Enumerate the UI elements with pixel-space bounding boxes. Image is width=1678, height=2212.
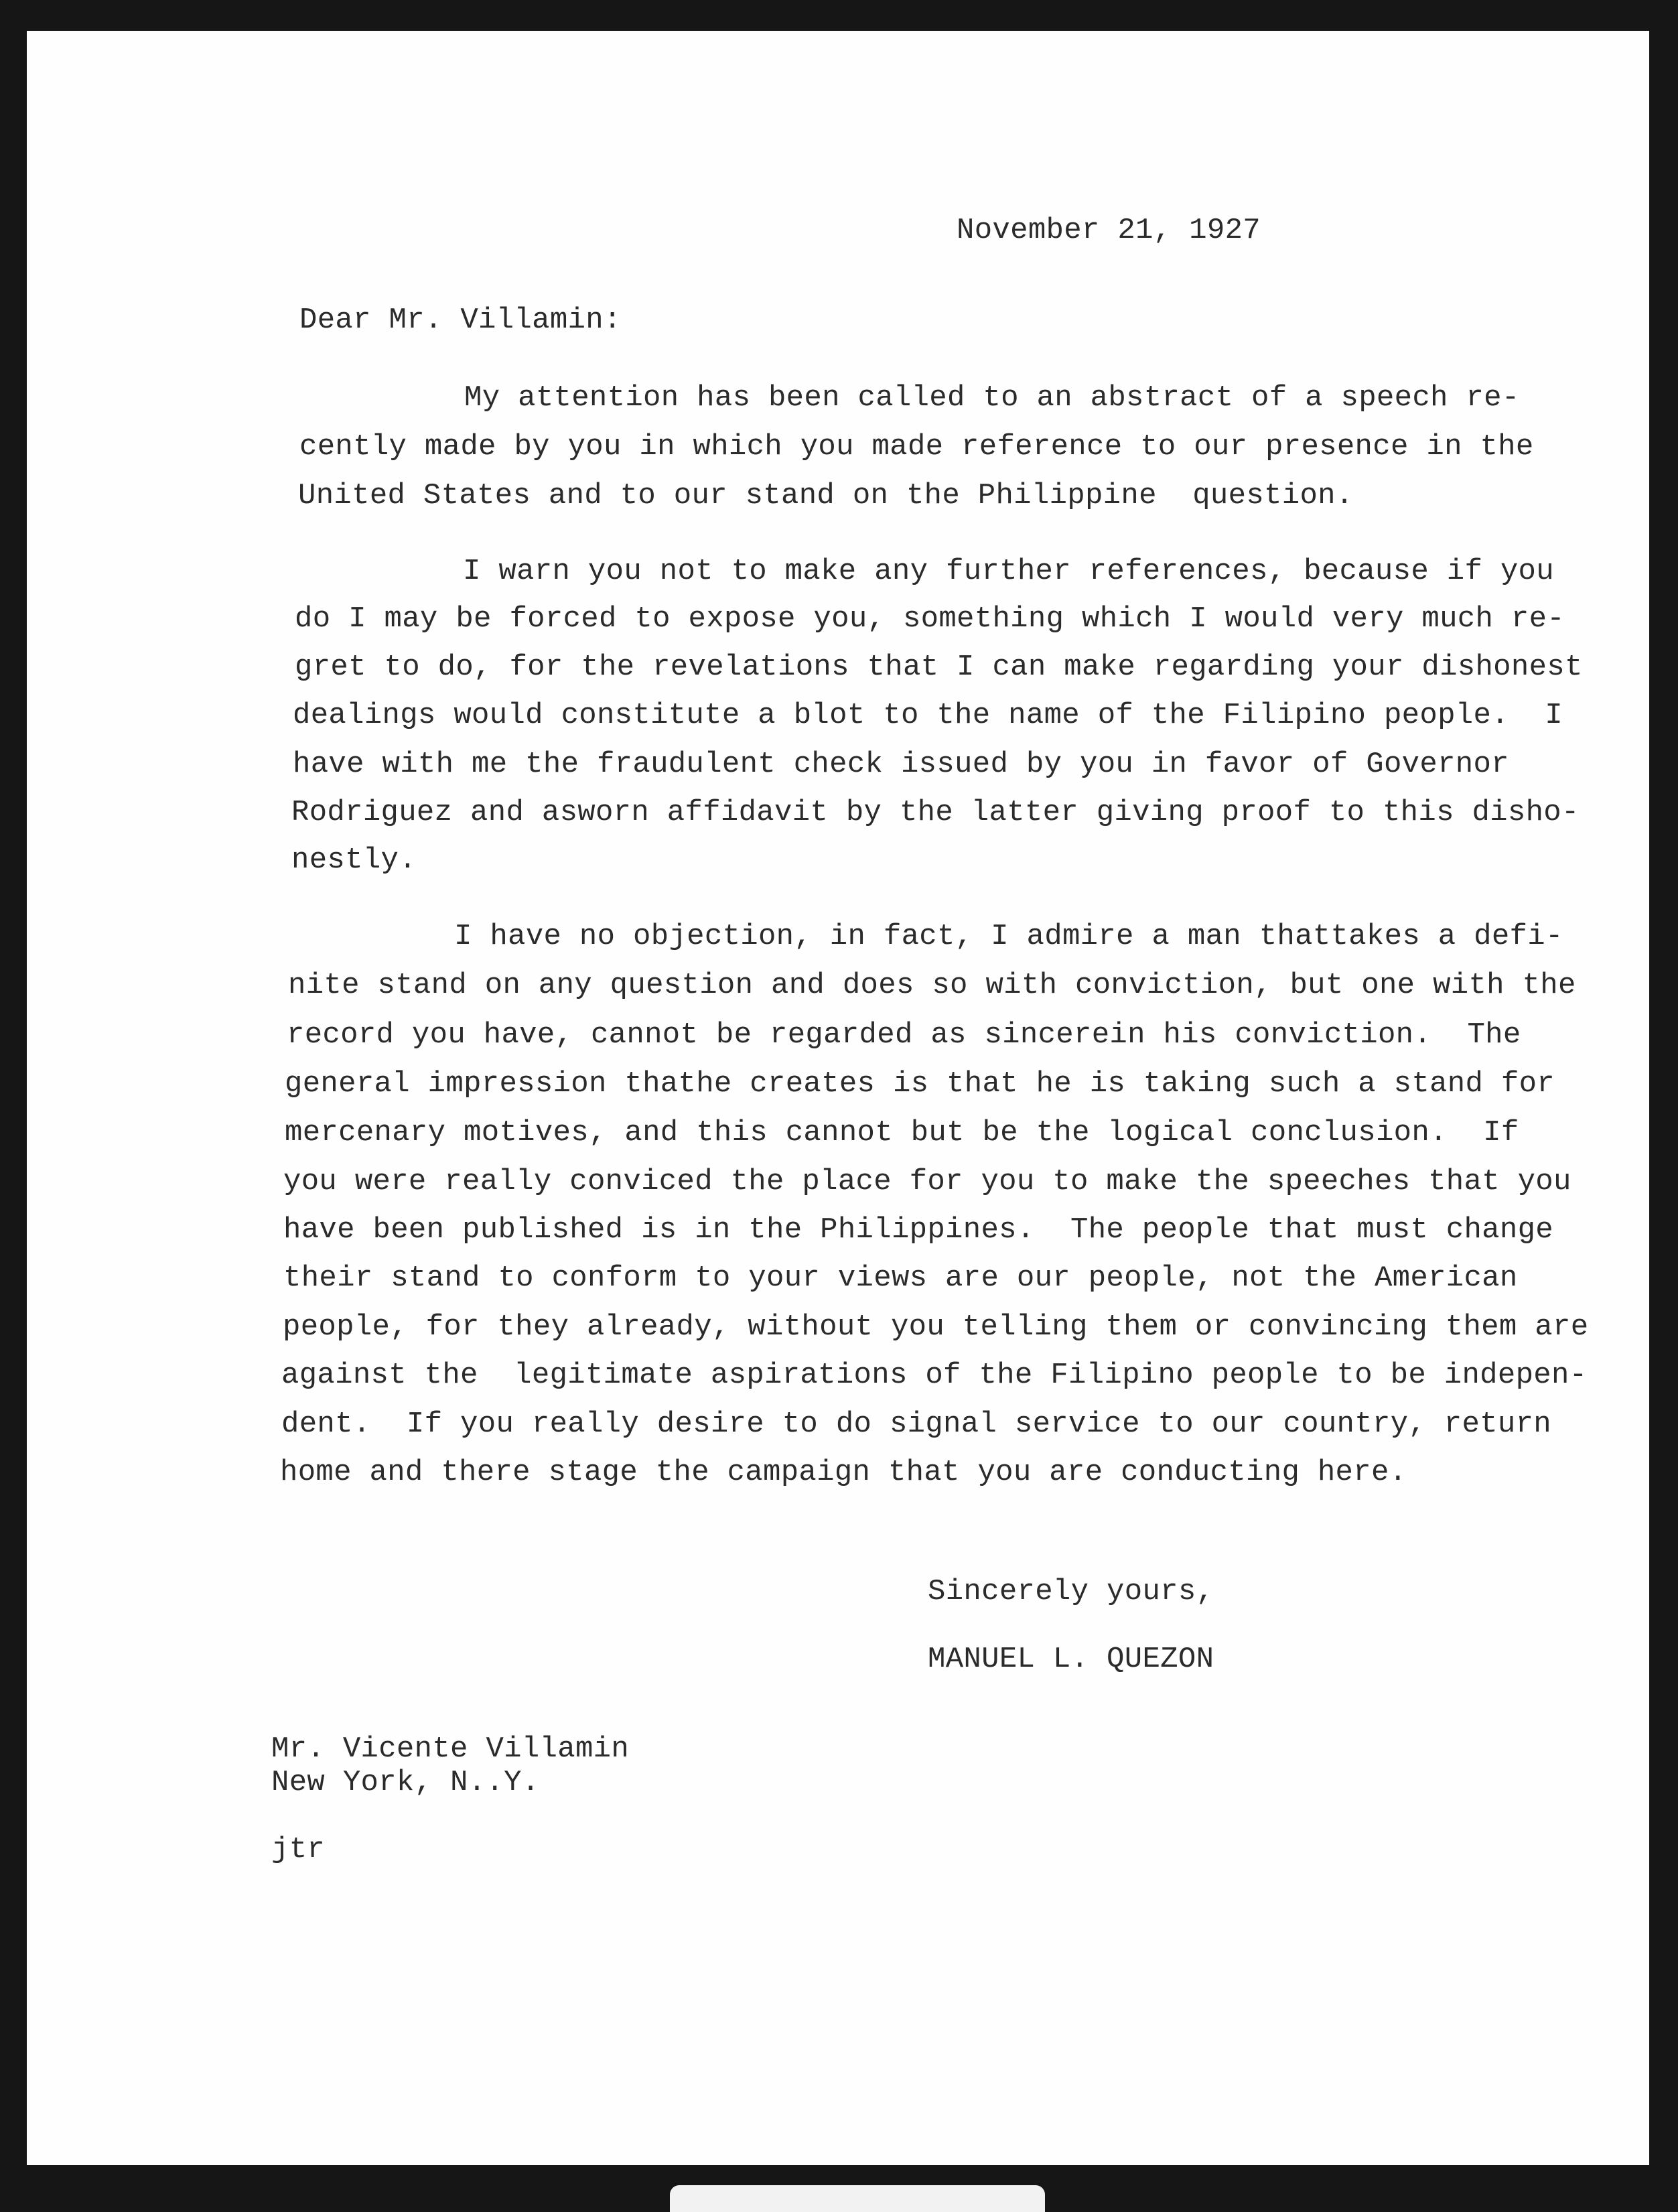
paragraph-3-line: people, for they already, without you telling them or convincing them are <box>283 1310 1589 1344</box>
salutation: Dear Mr. Villamin: <box>299 303 622 337</box>
paragraph-3-line: dent. If you really desire to do signal service to our country, return <box>281 1407 1552 1441</box>
paragraph-3-line: you were really conviced the place for you to make the speeches that you <box>283 1165 1571 1198</box>
typist-initials: jtr <box>271 1833 326 1866</box>
paragraph-2-line: have with me the fraudulent check issued by you in favor of Governor <box>293 748 1509 781</box>
paragraph-2-line: Rodriguez and asworn affidavit by the latter giving proof to this disho- <box>291 796 1580 829</box>
paragraph-1-line: My attention has been called to an abstract of a speech re- <box>464 381 1520 415</box>
paragraph-3-line: have been published is in the Philippines. The people that must change <box>283 1213 1554 1247</box>
paragraph-3-line: record you have, cannot be regarded as sincerein his conviction. The <box>287 1018 1521 1052</box>
closing: Sincerely yours, <box>928 1575 1214 1608</box>
signature-name: MANUEL L. QUEZON <box>928 1643 1214 1676</box>
letter-date: November 21, 1927 <box>957 214 1261 247</box>
paragraph-3-line: against the legitimate aspirations of the Filipino people to be indepen- <box>281 1359 1588 1392</box>
paragraph-1-line: cently made by you in which you made reference to our presence in the <box>299 430 1534 464</box>
paragraph-3-line: home and there stage the campaign that you are conducting here. <box>280 1456 1407 1489</box>
recipient-location: New York, N..Y. <box>271 1766 540 1799</box>
paragraph-3-line: I have no objection, in fact, I admire a man thattakes a defi- <box>454 920 1563 953</box>
paragraph-3-line: their stand to conform to your views are our people, not the American <box>283 1261 1518 1295</box>
paragraph-2-line: nestly. <box>291 843 417 877</box>
paragraph-3-line: general impression thathe creates is that he is taking such a stand for <box>285 1067 1555 1101</box>
paragraph-2-line: dealings would constitute a blot to the name of the Filipino people. I <box>293 699 1563 732</box>
paragraph-3-line: mercenary motives, and this cannot but be the logical conclusion. If <box>285 1116 1519 1150</box>
paragraph-3-line: nite stand on any question and does so with conviction, but one with the <box>288 969 1576 1002</box>
paragraph-2-line: I warn you not to make any further references, because if you <box>463 555 1554 588</box>
paragraph-2-line: do I may be forced to expose you, something which I would very much re- <box>295 602 1565 636</box>
paragraph-2-line: gret to do, for the revelations that I can make regarding your dishonest <box>295 650 1583 684</box>
scanner-tab <box>670 2185 1045 2212</box>
recipient-name: Mr. Vicente Villamin <box>271 1732 630 1766</box>
paragraph-1-line: United States and to our stand on the Philippine question. <box>298 479 1354 512</box>
